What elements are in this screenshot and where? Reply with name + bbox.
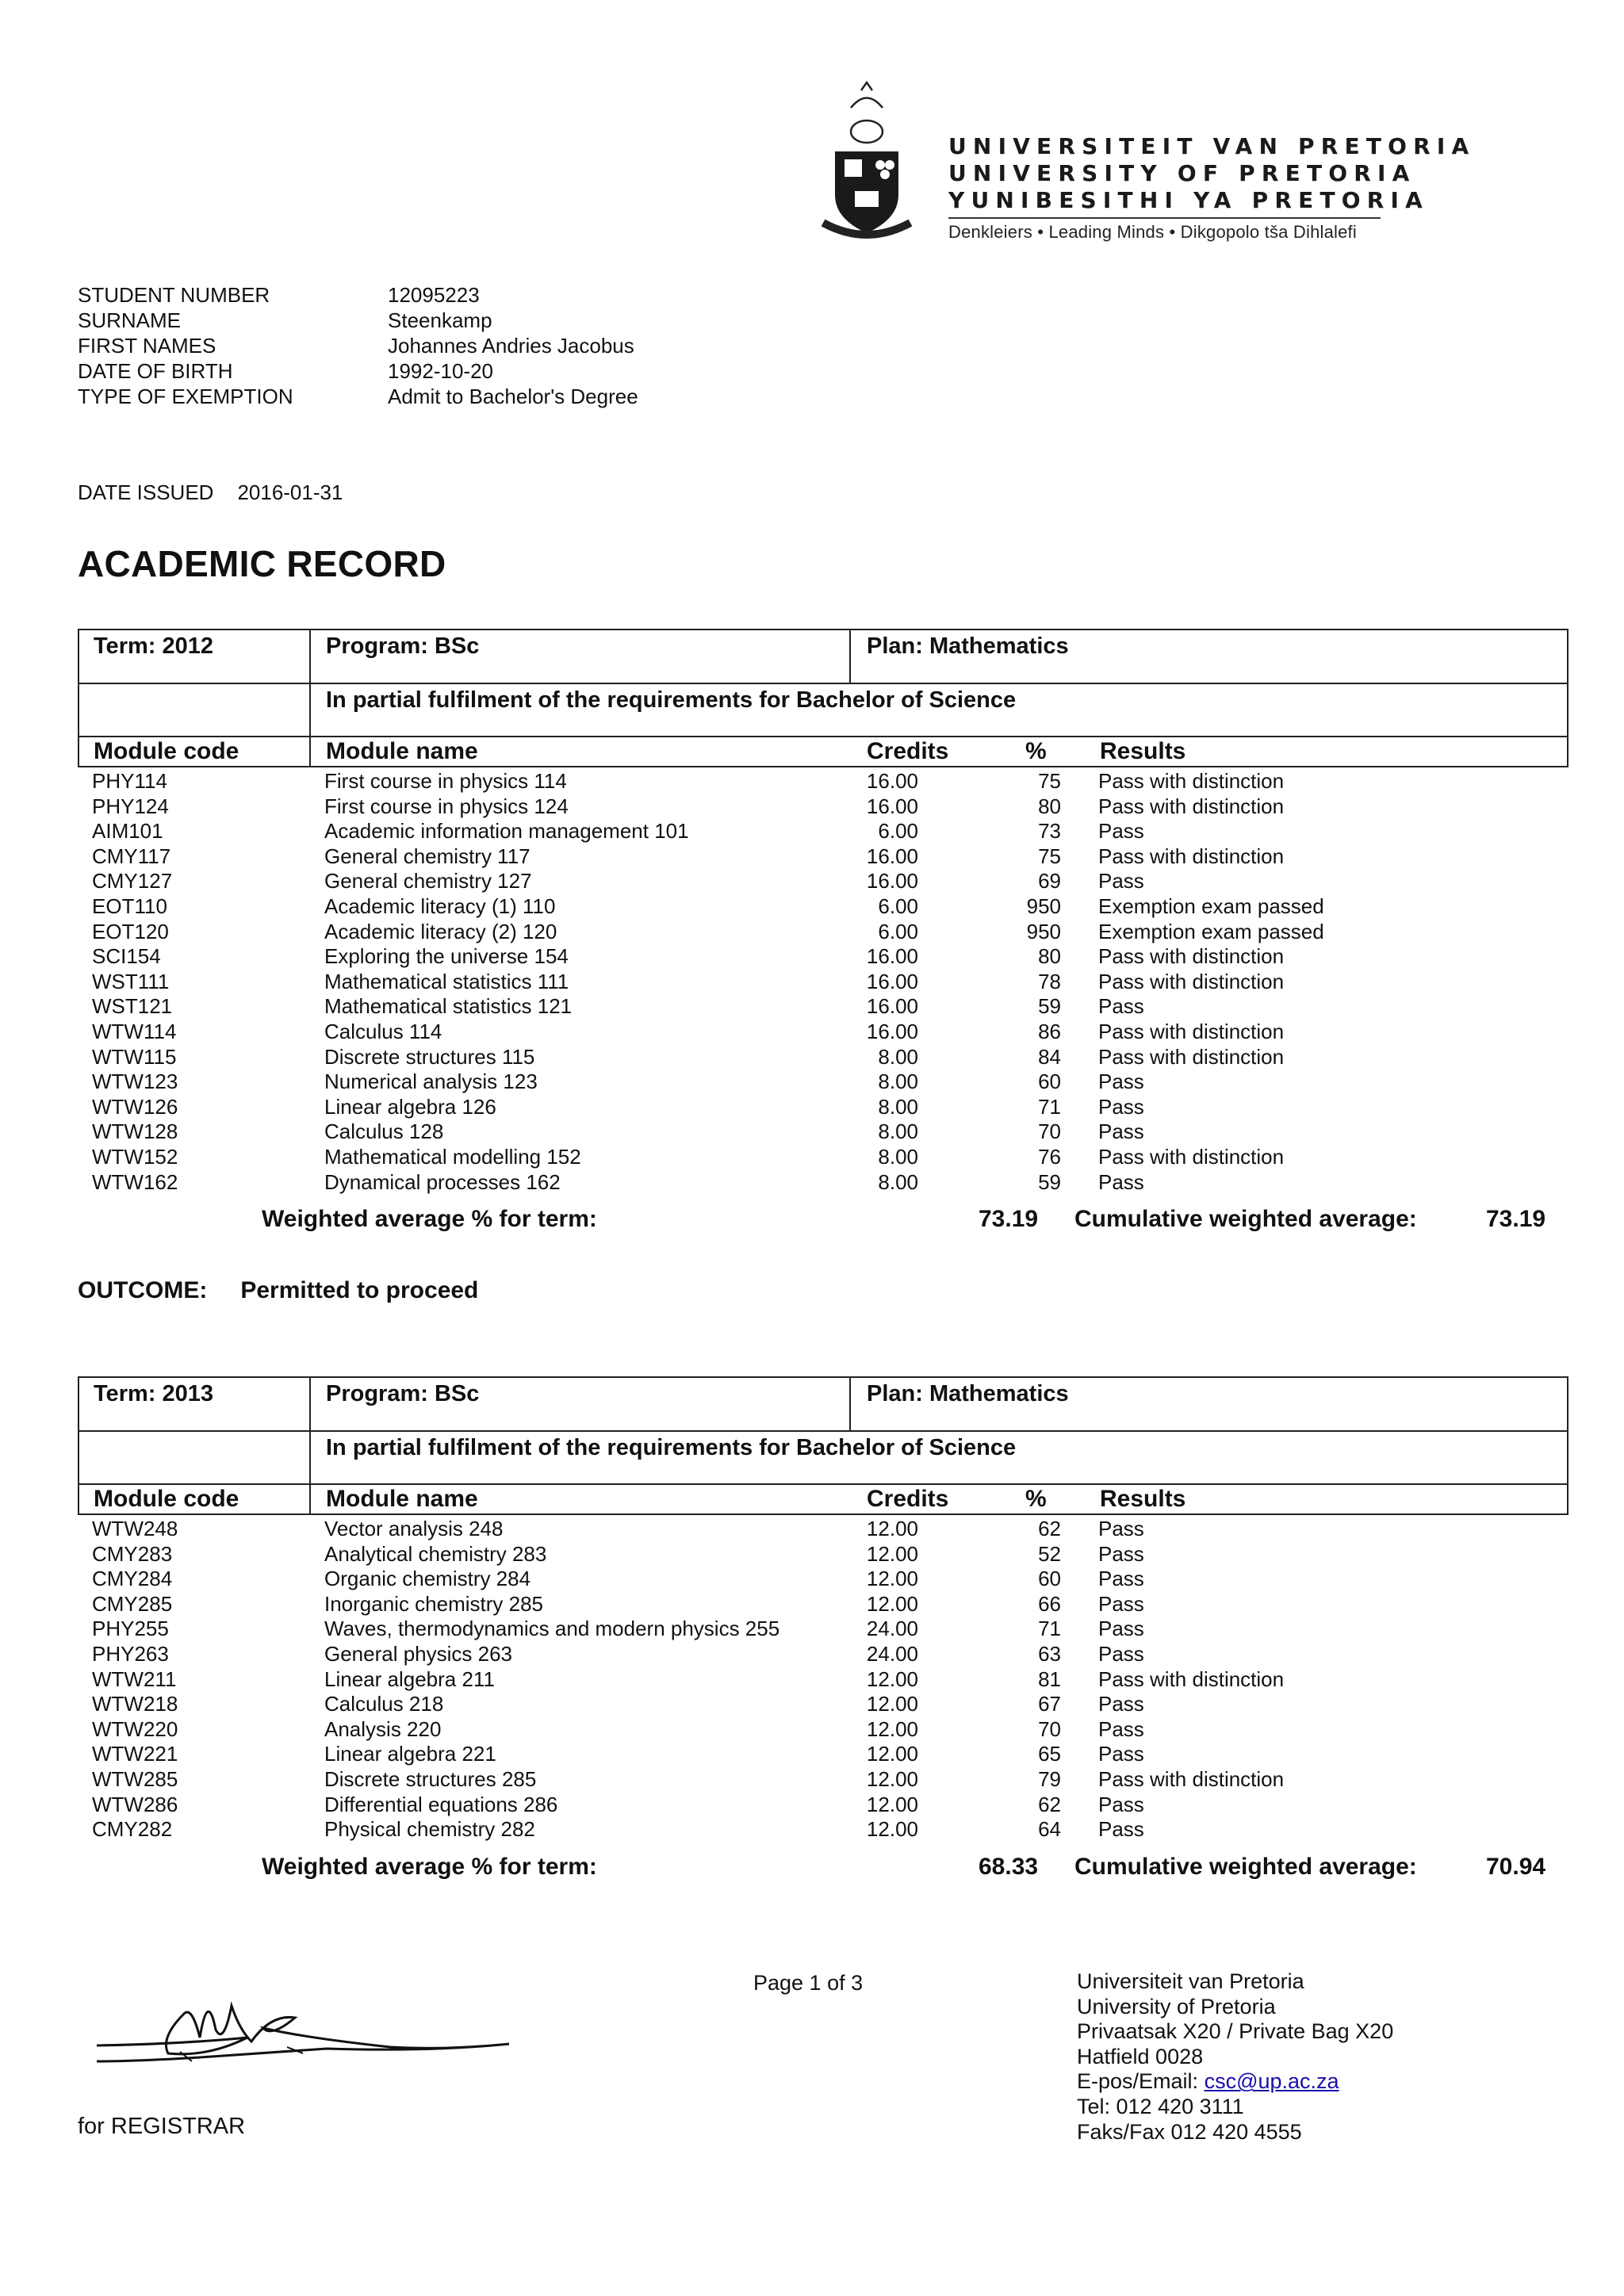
table-row	[78, 1642, 1568, 1667]
module-result: Pass with distinction	[1098, 1019, 1285, 1043]
table-row	[78, 1145, 1568, 1170]
page-number: Page 1 of 3	[753, 1971, 864, 1995]
module-code: WST111	[92, 969, 170, 993]
module-result: Pass	[1098, 1119, 1144, 1144]
module-result: Pass with distinction	[1098, 1044, 1285, 1069]
column-header-percent: %	[1025, 1486, 1047, 1512]
module-name: Discrete structures 285	[324, 1766, 537, 1791]
student-number-value: 12095223	[388, 283, 480, 307]
surname-label: SURNAME	[78, 308, 182, 332]
term-box-divider	[309, 630, 311, 766]
exemption-label: TYPE OF EXEMPTION	[78, 385, 293, 408]
table-row	[78, 1070, 1568, 1095]
module-percent: 950	[1026, 919, 1061, 943]
module-percent: 76	[1038, 1144, 1061, 1169]
term-box-divider	[849, 1378, 851, 1432]
date-issued	[78, 480, 343, 505]
address-line-2: University of Pretoria	[1077, 1994, 1276, 2019]
header-divider	[948, 217, 1381, 219]
first-names-row	[78, 333, 638, 358]
date-of-birth-label: DATE OF BIRTH	[78, 359, 233, 383]
university-crest-logo	[815, 76, 918, 247]
university-name-block	[948, 133, 1475, 214]
module-percent: 84	[1038, 1044, 1061, 1069]
module-name: Waves, thermodynamics and modern physics 255	[324, 1617, 780, 1641]
module-percent: 62	[1038, 1792, 1061, 1816]
module-code: WTW114	[92, 1019, 177, 1043]
fax: Faks/Fax 012 420 4555	[1077, 2119, 1302, 2144]
module-credits: 6.00	[878, 894, 918, 918]
table-row	[78, 1817, 1568, 1843]
module-credits: 16.00	[866, 944, 918, 969]
program-label: Program: BSc	[326, 633, 480, 659]
first-names-value: Johannes Andries Jacobus	[388, 334, 634, 358]
weighted-average-value: 68.33	[979, 1853, 1039, 1880]
address-line-3: Privaatsak X20 / Private Bag X20	[1077, 2019, 1394, 2044]
cumulative-average-value: 73.19	[1486, 1206, 1546, 1233]
module-name: Linear algebra 211	[324, 1667, 495, 1691]
module-code: CMY283	[92, 1541, 173, 1566]
module-result: Pass with distinction	[1098, 794, 1285, 818]
module-credits: 8.00	[878, 1044, 918, 1069]
outcome-value: Permitted to proceed	[240, 1277, 479, 1303]
module-result: Pass with distinction	[1098, 844, 1285, 868]
module-percent: 80	[1038, 794, 1061, 818]
module-percent: 70	[1038, 1119, 1061, 1144]
column-header-module-code: Module code	[94, 738, 239, 764]
column-header-module-code: Module code	[94, 1486, 239, 1512]
module-result: Pass with distinction	[1098, 769, 1285, 793]
module-credits: 12.00	[866, 1792, 918, 1816]
module-code: AIM101	[92, 819, 163, 844]
module-result: Pass	[1098, 1169, 1144, 1194]
module-name: Calculus 128	[324, 1119, 444, 1144]
weighted-average-label: Weighted average % for term:	[262, 1206, 597, 1233]
module-percent: 79	[1038, 1766, 1061, 1791]
term-header-box	[78, 629, 1568, 767]
module-percent: 70	[1038, 1716, 1061, 1741]
program-label: Program: BSc	[326, 1381, 480, 1406]
module-credits: 8.00	[878, 1070, 918, 1094]
module-percent: 60	[1038, 1070, 1061, 1094]
column-header-credits: Credits	[867, 738, 949, 764]
module-credits: 12.00	[866, 1667, 918, 1691]
module-code: WTW128	[92, 1119, 178, 1144]
module-credits: 16.00	[866, 794, 918, 818]
module-name: Physical chemistry 282	[324, 1817, 535, 1842]
telephone: Tel: 012 420 3111	[1077, 2094, 1244, 2118]
module-result: Pass	[1098, 1617, 1144, 1641]
table-row	[78, 1045, 1568, 1070]
table-row	[78, 1095, 1568, 1120]
module-name: Analysis 220	[324, 1716, 442, 1741]
term-box-divider	[79, 683, 1567, 684]
module-credits: 8.00	[878, 1169, 918, 1194]
module-code: WTW123	[92, 1070, 178, 1094]
first-names-label: FIRST NAMES	[78, 334, 216, 358]
module-code: CMY282	[92, 1817, 173, 1842]
module-result: Pass	[1098, 1817, 1144, 1842]
module-code: PHY255	[92, 1617, 169, 1641]
module-credits: 12.00	[866, 1716, 918, 1741]
exemption-value: Admit to Bachelor's Degree	[388, 385, 638, 408]
module-percent: 62	[1038, 1517, 1061, 1540]
page-title: ACADEMIC RECORD	[78, 543, 446, 584]
date-issued-value: 2016-01-31	[237, 480, 343, 504]
term-2012-table	[78, 629, 1568, 1233]
module-result: Pass	[1098, 1692, 1144, 1716]
module-code: PHY124	[92, 794, 169, 818]
module-code: CMY127	[92, 869, 173, 894]
module-code: WTW126	[92, 1094, 178, 1119]
table-row	[78, 1592, 1568, 1617]
module-percent: 63	[1038, 1641, 1061, 1666]
outcome	[78, 1277, 478, 1304]
module-code: WTW248	[92, 1517, 178, 1540]
module-percent: 75	[1038, 769, 1061, 793]
module-result: Pass with distinction	[1098, 1667, 1285, 1691]
module-percent: 71	[1038, 1617, 1061, 1641]
module-percent: 950	[1026, 894, 1061, 918]
requirement-text: In partial fulfilment of the requirements for Bachelor of Science	[326, 1435, 1017, 1460]
email-label: E-pos/Email:	[1077, 2069, 1199, 2094]
module-percent: 69	[1038, 869, 1061, 894]
module-code: EOT120	[92, 919, 169, 943]
module-result: Pass	[1098, 1094, 1144, 1119]
module-name: Mathematical statistics 111	[324, 969, 569, 993]
module-name: Mathematical modelling 152	[324, 1144, 581, 1169]
module-code: SCI154	[92, 944, 161, 969]
module-code: WTW115	[92, 1044, 177, 1069]
module-result: Pass	[1098, 1541, 1144, 1566]
module-credits: 12.00	[866, 1692, 918, 1716]
module-credits: 12.00	[866, 1567, 918, 1591]
module-rows	[78, 1517, 1568, 1843]
module-result: Pass with distinction	[1098, 969, 1285, 993]
table-row	[78, 1170, 1568, 1196]
table-row	[78, 970, 1568, 995]
module-name: First course in physics 114	[324, 769, 567, 793]
module-code: PHY114	[92, 769, 167, 793]
module-result: Pass	[1098, 819, 1144, 844]
table-row	[78, 1567, 1568, 1592]
module-credits: 16.00	[866, 769, 918, 793]
university-name-afrikaans: UNIVERSITEIT VAN PRETORIA	[948, 133, 1476, 159]
module-name: Analytical chemistry 283	[324, 1541, 547, 1566]
module-name: Academic information management 101	[324, 819, 689, 844]
university-tagline: Denkleiers • Leading Minds • Dikgopolo tša Dihlalefi	[948, 222, 1357, 242]
module-percent: 64	[1038, 1817, 1061, 1842]
module-code: WTW218	[92, 1692, 178, 1716]
module-percent: 52	[1038, 1541, 1061, 1566]
module-code: WTW211	[92, 1667, 177, 1691]
weighted-average-label: Weighted average % for term:	[262, 1853, 597, 1880]
module-credits: 6.00	[878, 919, 918, 943]
student-number-label: STUDENT NUMBER	[78, 283, 270, 307]
module-credits: 6.00	[878, 819, 918, 844]
term-label: Term: 2012	[94, 633, 213, 659]
module-name: Linear algebra 126	[324, 1094, 496, 1119]
plan-label: Plan: Mathematics	[867, 1381, 1069, 1406]
module-name: Academic literacy (1) 110	[324, 894, 556, 918]
module-result: Pass	[1098, 1567, 1144, 1591]
module-credits: 12.00	[866, 1517, 918, 1540]
term-box-divider	[79, 1430, 1567, 1432]
module-code: CMY117	[92, 844, 171, 868]
module-result: Pass	[1098, 1517, 1144, 1540]
module-result: Pass	[1098, 1591, 1144, 1616]
module-credits: 8.00	[878, 1094, 918, 1119]
module-percent: 81	[1038, 1667, 1061, 1691]
table-row	[78, 1617, 1568, 1642]
weighted-average-value: 73.19	[979, 1206, 1039, 1233]
module-name: General physics 263	[324, 1641, 513, 1666]
module-credits: 12.00	[866, 1591, 918, 1616]
module-percent: 66	[1038, 1591, 1061, 1616]
column-header-module-name: Module name	[326, 738, 478, 764]
module-name: General chemistry 117	[324, 844, 530, 868]
column-header-credits: Credits	[867, 1486, 949, 1512]
table-row	[78, 1692, 1568, 1717]
module-name: Academic literacy (2) 120	[324, 919, 557, 943]
term-2013-table	[78, 1376, 1568, 1880]
module-credits: 16.00	[866, 844, 918, 868]
table-row	[78, 1020, 1568, 1045]
table-row	[78, 794, 1568, 820]
term-box-divider	[79, 1483, 1567, 1485]
module-name: Exploring the universe 154	[324, 944, 569, 969]
module-percent: 86	[1038, 1019, 1061, 1043]
cumulative-average-label: Cumulative weighted average:	[1074, 1853, 1417, 1880]
student-info	[78, 282, 638, 409]
term-box-divider	[309, 1378, 311, 1513]
module-name: Organic chemistry 284	[324, 1567, 531, 1591]
term-label: Term: 2013	[94, 1381, 213, 1406]
module-rows	[78, 769, 1568, 1195]
university-name-sepedi: YUNIBESITHI YA PRETORIA	[948, 187, 1429, 213]
module-credits: 16.00	[866, 1019, 918, 1043]
table-row	[78, 1793, 1568, 1818]
module-credits: 8.00	[878, 1144, 918, 1169]
module-code: WTW286	[92, 1792, 178, 1816]
table-row	[78, 920, 1568, 945]
table-row	[78, 1517, 1568, 1542]
module-name: Inorganic chemistry 285	[324, 1591, 544, 1616]
module-credits: 12.00	[866, 1817, 918, 1842]
table-row	[78, 944, 1568, 970]
table-row	[78, 1667, 1568, 1693]
column-header-results: Results	[1100, 738, 1186, 764]
module-result: Pass with distinction	[1098, 1144, 1285, 1169]
module-percent: 65	[1038, 1742, 1061, 1766]
term-box-divider	[849, 630, 851, 684]
module-credits: 16.00	[866, 994, 918, 1019]
table-row	[78, 1717, 1568, 1743]
module-percent: 73	[1038, 819, 1061, 844]
module-name: Numerical analysis 123	[324, 1070, 538, 1094]
module-credits: 12.00	[866, 1742, 918, 1766]
module-result: Pass with distinction	[1098, 1766, 1285, 1791]
university-name-english: UNIVERSITY OF PRETORIA	[948, 160, 1416, 186]
student-number-row	[78, 282, 638, 308]
email-link[interactable]: csc@up.ac.za	[1204, 2069, 1339, 2094]
exemption-row	[78, 384, 638, 409]
module-credits: 12.00	[866, 1541, 918, 1566]
table-row	[78, 819, 1568, 844]
module-name: Calculus 218	[324, 1692, 444, 1716]
module-result: Pass	[1098, 1070, 1144, 1094]
module-percent: 59	[1038, 1169, 1061, 1194]
table-row	[78, 1119, 1568, 1145]
table-row	[78, 894, 1568, 920]
cumulative-average-label: Cumulative weighted average:	[1074, 1206, 1417, 1233]
surname-value: Steenkamp	[388, 308, 492, 332]
module-percent: 78	[1038, 969, 1061, 993]
module-result: Pass with distinction	[1098, 944, 1285, 969]
column-header-results: Results	[1100, 1486, 1186, 1512]
module-credits: 16.00	[866, 869, 918, 894]
module-credits: 24.00	[866, 1617, 918, 1641]
module-code: WTW221	[92, 1742, 178, 1766]
module-result: Exemption exam passed	[1098, 894, 1324, 918]
module-credits: 8.00	[878, 1119, 918, 1144]
module-credits: 24.00	[866, 1641, 918, 1666]
requirement-text: In partial fulfilment of the requirements for Bachelor of Science	[326, 687, 1017, 713]
module-result: Pass	[1098, 1792, 1144, 1816]
table-row	[78, 869, 1568, 894]
registrar-signature	[89, 1982, 517, 2085]
module-result: Pass	[1098, 1716, 1144, 1741]
registrar-label: for REGISTRAR	[78, 2114, 246, 2139]
module-code: EOT110	[92, 894, 167, 918]
module-percent: 80	[1038, 944, 1061, 969]
module-percent: 71	[1038, 1094, 1061, 1119]
module-name: Mathematical statistics 121	[324, 994, 573, 1019]
term-box-divider	[79, 736, 1567, 737]
cumulative-average-value: 70.94	[1486, 1853, 1546, 1880]
module-result: Pass	[1098, 1641, 1144, 1666]
table-row	[78, 844, 1568, 870]
date-of-birth-value: 1992-10-20	[388, 359, 493, 383]
module-code: PHY263	[92, 1641, 169, 1666]
module-name: First course in physics 124	[324, 794, 569, 818]
module-result: Pass	[1098, 994, 1144, 1019]
address-line-4: Hatfield 0028	[1077, 2044, 1204, 2068]
module-code: CMY284	[92, 1567, 173, 1591]
date-of-birth-row	[78, 358, 638, 384]
module-percent: 67	[1038, 1692, 1061, 1716]
module-name: Linear algebra 221	[324, 1742, 496, 1766]
column-header-percent: %	[1025, 738, 1047, 764]
module-code: WTW162	[92, 1169, 178, 1194]
date-issued-label: DATE ISSUED	[78, 480, 214, 504]
module-code: CMY285	[92, 1591, 173, 1616]
module-percent: 59	[1038, 994, 1061, 1019]
table-row	[78, 1767, 1568, 1793]
address-line-1: Universiteit van Pretoria	[1077, 1969, 1304, 1993]
module-name: Vector analysis 248	[324, 1517, 504, 1540]
outcome-label: OUTCOME:	[78, 1277, 208, 1303]
university-address	[1077, 1969, 1393, 2145]
module-name: General chemistry 127	[324, 869, 532, 894]
table-row	[78, 1742, 1568, 1767]
module-percent: 60	[1038, 1567, 1061, 1591]
module-name: Dynamical processes 162	[324, 1169, 561, 1194]
module-code: WTW285	[92, 1766, 178, 1791]
module-result: Pass	[1098, 1742, 1144, 1766]
module-percent: 75	[1038, 844, 1061, 868]
module-credits: 12.00	[866, 1766, 918, 1791]
table-row	[78, 769, 1568, 794]
term-header-box	[78, 1376, 1568, 1515]
module-code: WTW220	[92, 1716, 178, 1741]
plan-label: Plan: Mathematics	[867, 633, 1069, 659]
module-name: Discrete structures 115	[324, 1044, 535, 1069]
table-row	[78, 994, 1568, 1020]
module-credits: 16.00	[866, 969, 918, 993]
module-result: Exemption exam passed	[1098, 919, 1324, 943]
module-code: WTW152	[92, 1144, 178, 1169]
surname-row	[78, 308, 638, 333]
email-line	[1077, 2069, 1393, 2095]
module-result: Pass	[1098, 869, 1144, 894]
module-name: Calculus 114	[324, 1019, 442, 1043]
column-header-module-name: Module name	[326, 1486, 478, 1512]
table-row	[78, 1542, 1568, 1567]
module-code: WST121	[92, 994, 173, 1019]
module-name: Differential equations 286	[324, 1792, 558, 1816]
